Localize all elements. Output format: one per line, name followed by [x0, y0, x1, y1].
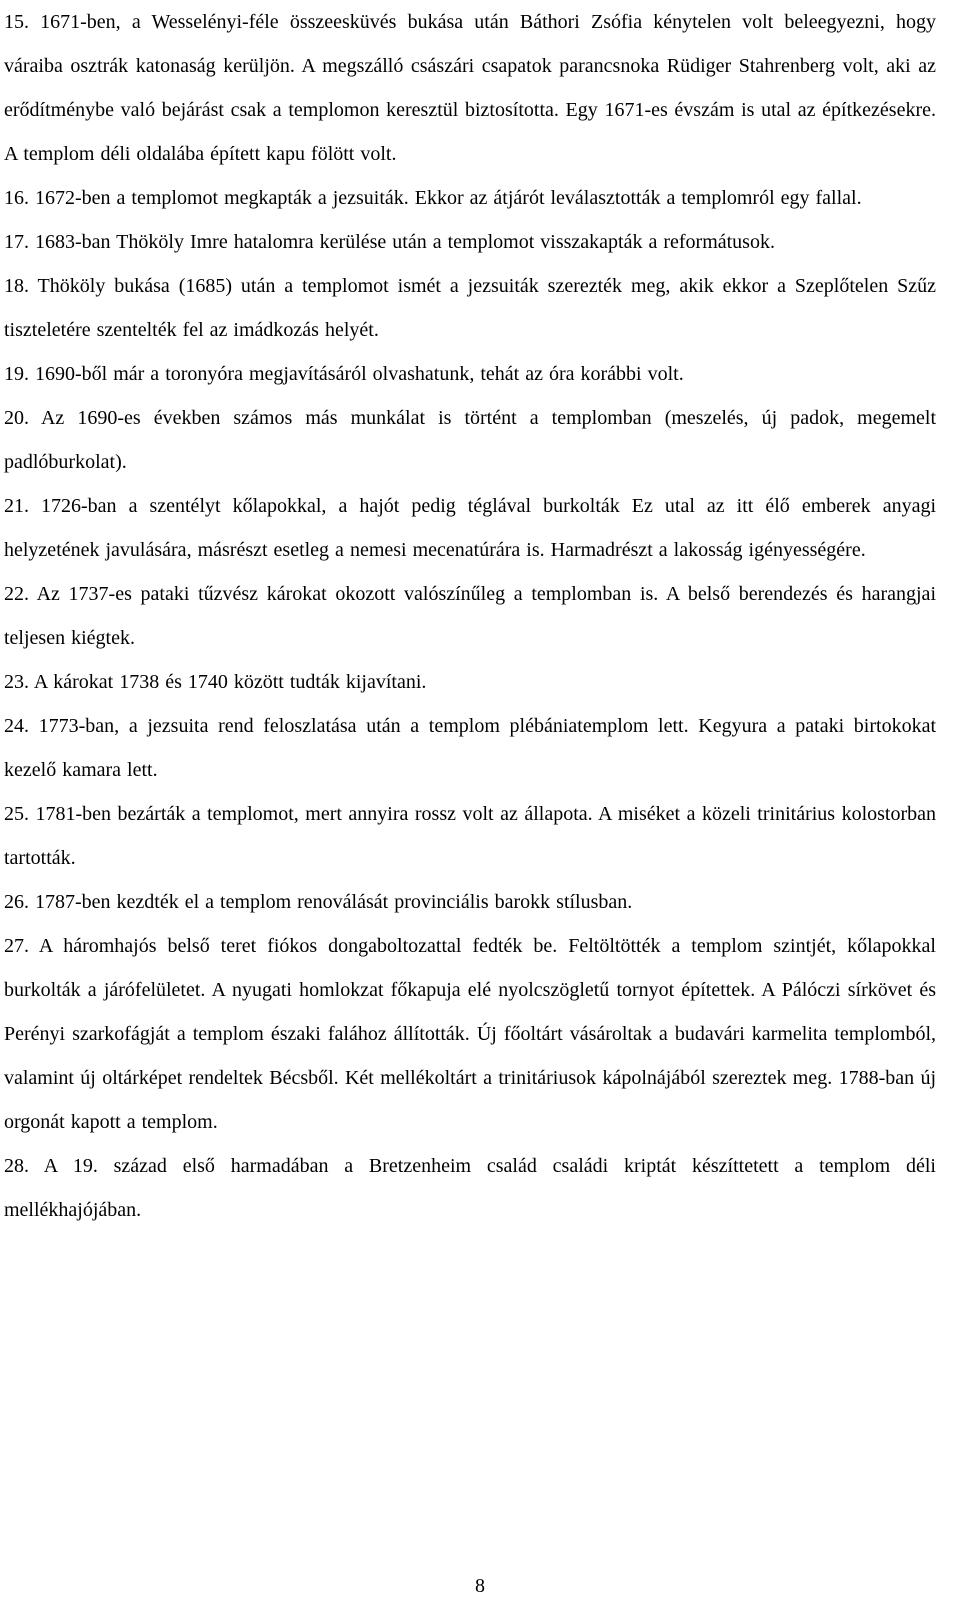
entry-18: 18. Thököly bukása (1685) után a templomot ismét a jezsuiták szerezték meg, akik ekkor a Szeplőtelen Szűz tiszteletére szentelték fel az imádkozás helyét.: [4, 275, 936, 341]
entry-15: 15. 1671-ben, a Wesselényi-féle összeesküvés bukása után Báthori Zsófia kénytelen volt beleegyezni, hogy váraiba osztrák katonaság kerüljön. A megszálló császári csapatok parancsnoka Rüdiger Stahrenberg volt, aki az erődítménybe való bejárást csak a templomon keresztül biztosította. Egy 1671-es évszám is utal az építkezésekre. A templom déli oldalába épített kapu fölött volt.: [4, 11, 936, 165]
entry-21: 21. 1726-ban a szentélyt kőlapokkal, a hajót pedig téglával burkolták Ez utal az itt élő emberek anyagi helyzetének javulására, másrészt esetleg a nemesi mecenatúrára is. Harmadrészt a lakosság igényességére.: [4, 495, 936, 561]
entry-25: 25. 1781-ben bezárták a templomot, mert annyira rossz volt az állapota. A miséket a közeli trinitárius kolostorban tartották.: [4, 803, 936, 869]
entry-19: 19. 1690-ből már a toronyóra megjavításáról olvashatunk, tehát az óra korábbi volt.: [4, 363, 684, 385]
entry-27: 27. A háromhajós belső teret fiókos dongaboltozattal fedték be. Feltöltötték a templom szintjét, kőlapokkal burkolták a járófelületet. A nyugati homlokzat főkapuja elé nyolcszögletű tornyot építettek. A Pálóczi sírkövet és Perényi szarkofágját a templom északi falához állították. Új főoltárt vásároltak a budavári karmelita templomból, valamint új oltárképet rendeltek Bécsből. Két mellékoltárt a trinitáriusok kápolnájából szereztek meg. 1788-ban új orgonát kapott a templom.: [4, 935, 936, 1133]
entry-26: 26. 1787-ben kezdték el a templom renoválását provinciális barokk stílusban.: [4, 891, 633, 913]
entry-20: 20. Az 1690-es években számos más munkálat is történt a templomban (meszelés, új padok, megemelt padlóburkolat).: [4, 407, 936, 473]
entry-list: [4, 0, 936, 1232]
entry-28: 28. A 19. század első harmadában a Bretzenheim család családi kriptát készíttetett a templom déli mellékhajójában.: [4, 1155, 936, 1221]
entry-16: 16. 1672-ben a templomot megkapták a jezsuiták. Ekkor az átjárót leválasztották a templomról egy fallal.: [4, 187, 862, 209]
entry-17: 17. 1683-ban Thököly Imre hatalomra kerülése után a templomot visszakapták a reformátusok.: [4, 231, 775, 253]
page-number: 8: [475, 1575, 485, 1597]
entry-23: 23. A károkat 1738 és 1740 között tudták kijavítani.: [4, 671, 427, 693]
entry-22: 22. Az 1737-es pataki tűzvész károkat okozott valószínűleg a templomban is. A belső berendezés és harangjai teljesen kiégtek.: [4, 583, 936, 649]
entry-24: 24. 1773-ban, a jezsuita rend feloszlatása után a templom plébániatemplom lett. Kegyura a pataki birtokokat kezelő kamara lett.: [4, 715, 936, 781]
